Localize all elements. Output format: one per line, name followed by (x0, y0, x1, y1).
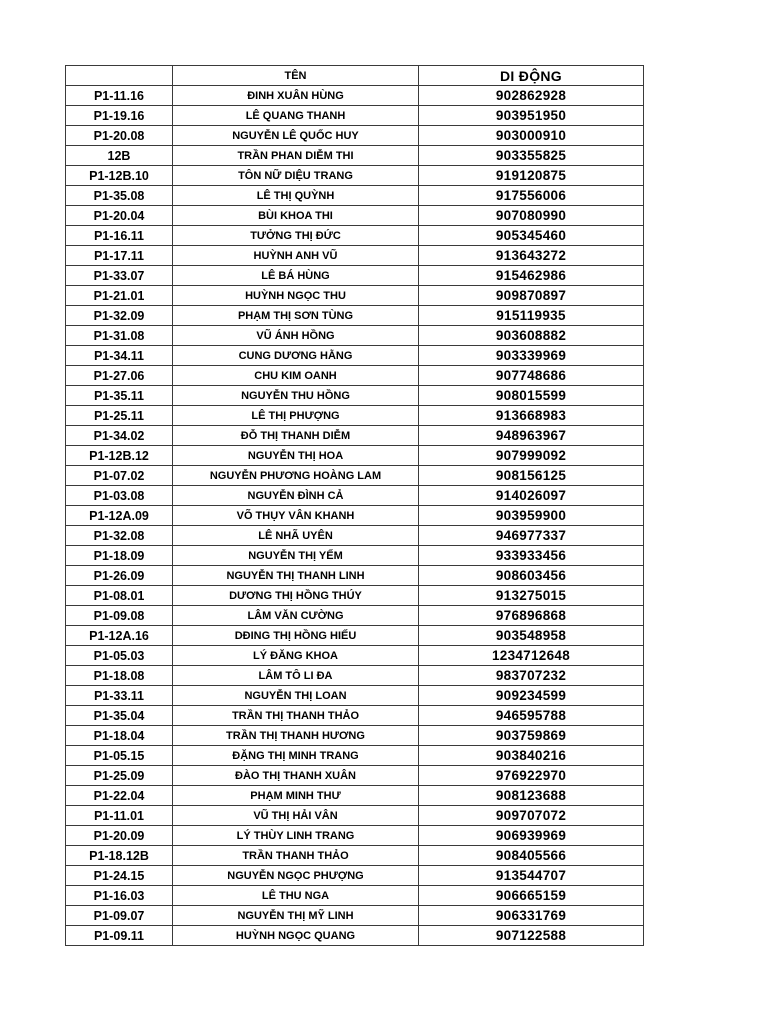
name-cell: DƯƠNG THỊ HỒNG THÚY (173, 586, 419, 606)
phone-cell: 907999092 (419, 446, 644, 466)
phone-cell: 933933456 (419, 546, 644, 566)
header-code (66, 66, 173, 86)
phone-cell: 907748686 (419, 366, 644, 386)
name-cell: LÊ BÁ HÙNG (173, 266, 419, 286)
name-cell: LÂM VĂN CƯỜNG (173, 606, 419, 626)
code-cell: P1-18.09 (66, 546, 173, 566)
name-cell: LÊ QUANG THANH (173, 106, 419, 126)
header-row (66, 66, 644, 86)
name-cell: NGUYỄN THU HỒNG (173, 386, 419, 406)
name-cell: ĐẶNG THỊ MINH TRANG (173, 746, 419, 766)
code-cell: P1-21.01 (66, 286, 173, 306)
name-cell: HUỲNH NGỌC QUANG (173, 926, 419, 946)
name-cell: TRẦN THỊ THANH THẢO (173, 706, 419, 726)
name-cell: NGUYỄN ĐÌNH CẢ (173, 486, 419, 506)
phone-cell: 908123688 (419, 786, 644, 806)
name-cell: HUỲNH ANH VŨ (173, 246, 419, 266)
code-cell: P1-27.06 (66, 366, 173, 386)
code-cell: P1-18.12B (66, 846, 173, 866)
phone-cell: 909707072 (419, 806, 644, 826)
phone-cell: 906331769 (419, 906, 644, 926)
code-cell: P1-03.08 (66, 486, 173, 506)
table-row (66, 366, 644, 386)
phone-cell: 909234599 (419, 686, 644, 706)
table-row (66, 906, 644, 926)
phone-cell: 913275015 (419, 586, 644, 606)
phone-cell: 903608882 (419, 326, 644, 346)
table-row (66, 226, 644, 246)
table-row (66, 826, 644, 846)
code-cell: P1-20.09 (66, 826, 173, 846)
name-cell: LÊ THU NGA (173, 886, 419, 906)
code-cell: P1-18.04 (66, 726, 173, 746)
phone-cell: 976922970 (419, 766, 644, 786)
code-cell: P1-16.11 (66, 226, 173, 246)
table-row (66, 666, 644, 686)
phone-cell: 917556006 (419, 186, 644, 206)
name-cell: ĐINH XUÂN HÙNG (173, 86, 419, 106)
phone-cell: 908156125 (419, 466, 644, 486)
code-cell: P1-05.15 (66, 746, 173, 766)
code-cell: P1-11.16 (66, 86, 173, 106)
table-row (66, 306, 644, 326)
code-cell: P1-18.08 (66, 666, 173, 686)
table-row (66, 186, 644, 206)
phone-cell: 903339969 (419, 346, 644, 366)
name-cell: NGUYỄN LÊ QUỐC HUY (173, 126, 419, 146)
phone-cell: 906665159 (419, 886, 644, 906)
table-row (66, 766, 644, 786)
table-row (66, 686, 644, 706)
table-row (66, 706, 644, 726)
phone-cell: 905345460 (419, 226, 644, 246)
table-row (66, 166, 644, 186)
name-cell: TƯỞNG THỊ ĐỨC (173, 226, 419, 246)
code-cell: P1-09.07 (66, 906, 173, 926)
code-cell: P1-16.03 (66, 886, 173, 906)
table-row (66, 886, 644, 906)
name-cell: NGUYỄN NGỌC PHƯỢNG (173, 866, 419, 886)
name-cell: LÊ NHÃ UYÊN (173, 526, 419, 546)
table-row (66, 466, 644, 486)
table-row (66, 806, 644, 826)
phone-cell: 903959900 (419, 506, 644, 526)
name-cell: HUỲNH NGỌC THU (173, 286, 419, 306)
table-row (66, 726, 644, 746)
code-cell: P1-35.08 (66, 186, 173, 206)
phone-cell: 908603456 (419, 566, 644, 586)
name-cell: LÝ ĐĂNG KHOA (173, 646, 419, 666)
code-cell: P1-25.09 (66, 766, 173, 786)
phone-cell: 946595788 (419, 706, 644, 726)
table-body (66, 86, 644, 946)
name-cell: TRẦN THANH THẢO (173, 846, 419, 866)
code-cell: P1-33.11 (66, 686, 173, 706)
name-cell: CUNG DƯƠNG HẰNG (173, 346, 419, 366)
name-cell: VŨ ÁNH HỒNG (173, 326, 419, 346)
code-cell: P1-12B.12 (66, 446, 173, 466)
code-cell: P1-25.11 (66, 406, 173, 426)
table-row (66, 846, 644, 866)
phone-cell: 903355825 (419, 146, 644, 166)
code-cell: P1-32.08 (66, 526, 173, 546)
phone-cell: 903548958 (419, 626, 644, 646)
name-cell: LÝ THÙY LINH TRANG (173, 826, 419, 846)
name-cell: DĐING THỊ HỒNG HIẾU (173, 626, 419, 646)
name-cell: LÊ THỊ QUỲNH (173, 186, 419, 206)
code-cell: P1-08.01 (66, 586, 173, 606)
table-row (66, 346, 644, 366)
code-cell: P1-12A.09 (66, 506, 173, 526)
name-cell: NGUYỄN THỊ MỸ LINH (173, 906, 419, 926)
name-cell: NGUYỄN THỊ THANH LINH (173, 566, 419, 586)
code-cell: P1-34.02 (66, 426, 173, 446)
phone-cell: 907080990 (419, 206, 644, 226)
code-cell: P1-19.16 (66, 106, 173, 126)
phone-cell: 908015599 (419, 386, 644, 406)
table-row (66, 146, 644, 166)
name-cell: PHẠM THỊ SƠN TÙNG (173, 306, 419, 326)
code-cell: P1-09.11 (66, 926, 173, 946)
name-cell: CHU KIM OANH (173, 366, 419, 386)
phone-cell: 903840216 (419, 746, 644, 766)
phone-cell: 915119935 (419, 306, 644, 326)
code-cell: 12B (66, 146, 173, 166)
phone-cell: 915462986 (419, 266, 644, 286)
code-cell: P1-12A.16 (66, 626, 173, 646)
name-cell: TÔN NỮ DIỆU TRANG (173, 166, 419, 186)
name-cell: TRẦN PHAN DIỄM THI (173, 146, 419, 166)
phone-cell: 909870897 (419, 286, 644, 306)
code-cell: P1-12B.10 (66, 166, 173, 186)
code-cell: P1-33.07 (66, 266, 173, 286)
code-cell: P1-22.04 (66, 786, 173, 806)
name-cell: VŨ THỊ HẢI VÂN (173, 806, 419, 826)
phone-cell: 908405566 (419, 846, 644, 866)
code-cell: P1-07.02 (66, 466, 173, 486)
phone-cell: 903759869 (419, 726, 644, 746)
name-cell: VÕ THỤY VÂN KHANH (173, 506, 419, 526)
name-cell: TRẦN THỊ THANH HƯƠNG (173, 726, 419, 746)
name-cell: NGUYỄN THỊ YẾM (173, 546, 419, 566)
name-cell: BÙI KHOA THI (173, 206, 419, 226)
table-row (66, 446, 644, 466)
phone-cell: 902862928 (419, 86, 644, 106)
table-row (66, 866, 644, 886)
table-row (66, 286, 644, 306)
table-row (66, 566, 644, 586)
phone-cell: 983707232 (419, 666, 644, 686)
table-row (66, 106, 644, 126)
name-cell: NGUYỄN PHƯƠNG HOÀNG LAM (173, 466, 419, 486)
phone-cell: 907122588 (419, 926, 644, 946)
table-row (66, 626, 644, 646)
code-cell: P1-05.03 (66, 646, 173, 666)
phone-cell: 913668983 (419, 406, 644, 426)
table-row (66, 386, 644, 406)
table-row (66, 546, 644, 566)
contact-table (65, 65, 644, 946)
table-row (66, 646, 644, 666)
code-cell: P1-35.04 (66, 706, 173, 726)
phone-cell: 914026097 (419, 486, 644, 506)
table-row (66, 506, 644, 526)
phone-cell: 919120875 (419, 166, 644, 186)
code-cell: P1-32.09 (66, 306, 173, 326)
table-row (66, 406, 644, 426)
phone-cell: 913643272 (419, 246, 644, 266)
table-row (66, 926, 644, 946)
table-row (66, 746, 644, 766)
code-cell: P1-20.08 (66, 126, 173, 146)
code-cell: P1-11.01 (66, 806, 173, 826)
phone-cell: 976896868 (419, 606, 644, 626)
phone-cell: 903000910 (419, 126, 644, 146)
header-phone: DI ĐỘNG (419, 66, 644, 86)
table-row (66, 606, 644, 626)
code-cell: P1-09.08 (66, 606, 173, 626)
code-cell: P1-31.08 (66, 326, 173, 346)
table-row (66, 206, 644, 226)
table-row (66, 426, 644, 446)
name-cell: ĐỖ THỊ THANH DIỄM (173, 426, 419, 446)
phone-cell: 913544707 (419, 866, 644, 886)
table-row (66, 126, 644, 146)
code-cell: P1-35.11 (66, 386, 173, 406)
table-row (66, 86, 644, 106)
phone-cell: 906939969 (419, 826, 644, 846)
name-cell: ĐÀO THỊ THANH XUÂN (173, 766, 419, 786)
table-row (66, 326, 644, 346)
phone-cell: 948963967 (419, 426, 644, 446)
phone-cell: 1234712648 (419, 646, 644, 666)
table-row (66, 786, 644, 806)
phone-cell: 946977337 (419, 526, 644, 546)
code-cell: P1-17.11 (66, 246, 173, 266)
table-row (66, 266, 644, 286)
phone-cell: 903951950 (419, 106, 644, 126)
name-cell: NGUYỄN THỊ LOAN (173, 686, 419, 706)
header-name: TÊN (173, 66, 419, 86)
name-cell: LÊ THỊ PHƯỢNG (173, 406, 419, 426)
table-row (66, 486, 644, 506)
name-cell: LÂM TÔ LI ĐA (173, 666, 419, 686)
code-cell: P1-20.04 (66, 206, 173, 226)
name-cell: PHẠM MINH THƯ (173, 786, 419, 806)
code-cell: P1-24.15 (66, 866, 173, 886)
table-row (66, 526, 644, 546)
name-cell: NGUYỄN THỊ HOA (173, 446, 419, 466)
code-cell: P1-26.09 (66, 566, 173, 586)
code-cell: P1-34.11 (66, 346, 173, 366)
table-row (66, 586, 644, 606)
table-row (66, 246, 644, 266)
